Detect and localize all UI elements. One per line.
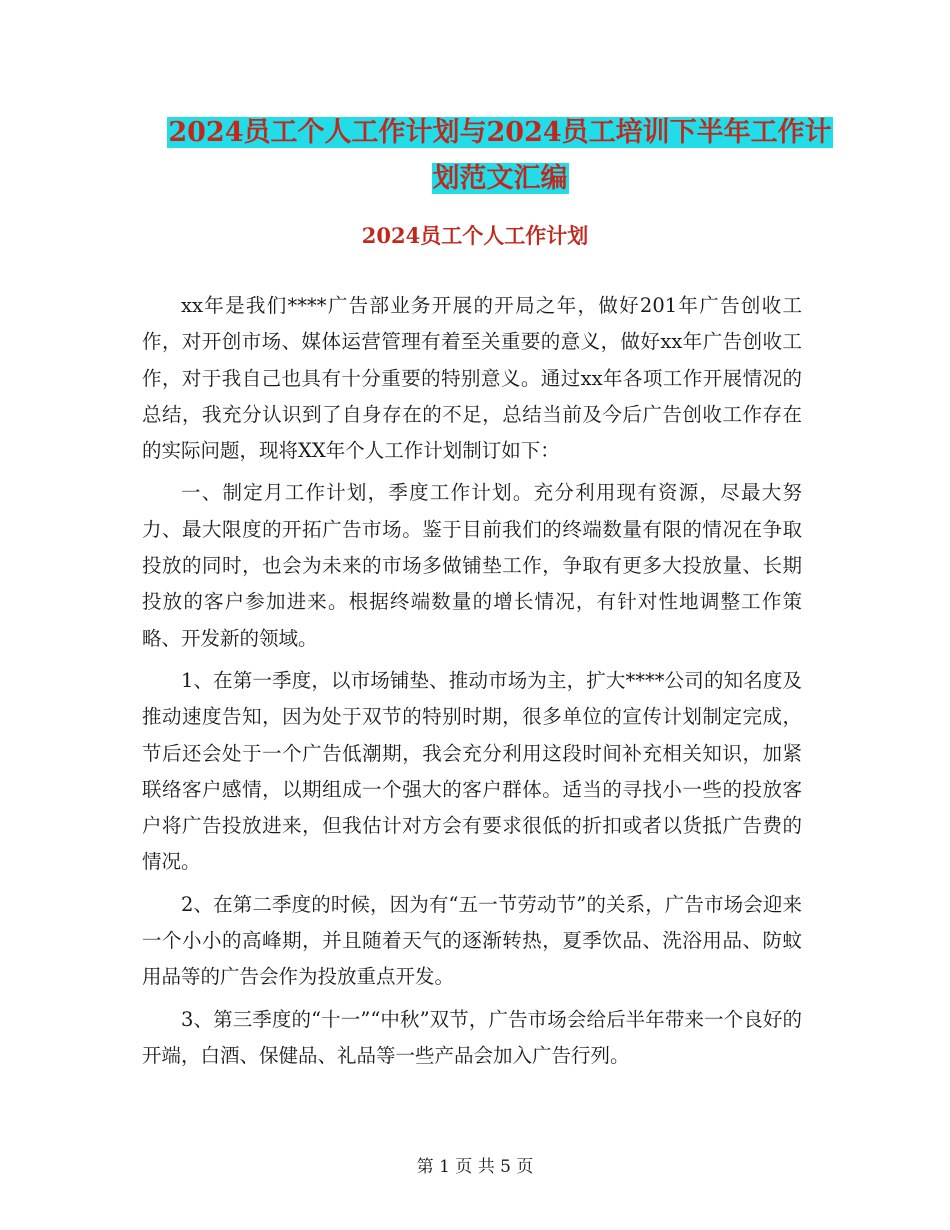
section-title: 2024员工个人工作计划 [361,223,589,248]
document-title-line-2: 划范文汇编 [432,163,568,194]
document-title [150,110,850,202]
paragraph-plan: 一、制定月工作计划，季度工作计划。充分利用现有资源，尽最大努力、最大限度的开拓广告市场。鉴于目前我们的终端数量有限的情况在争取投放的同时，也会为未来的市场多做铺垫工作，争取有更多大投放量、长期投放的客户参加进来。根据终端数量的增长情况，有针对性地调整工作策略、开发新的领域。 [142,481,802,650]
paragraph-q1: 1、在第一季度，以市场铺垫、推动市场为主，扩大****公司的知名度及推动速度告知，因为处于双节的特别时期，很多单位的宣传计划制定完成，节后还会处于一个广告低潮期，我会充分利用这段时间补充相关知识，加紧联络客户感情，以期组成一个强大的客户群体。适当的寻找小一些的投放客户将广告投放进来，但我估计对方会有要求很低的折扣或者以货抵广告费的情况。 [142,668,802,874]
document-body [142,288,802,1080]
paragraph-intro: xx年是我们****广告部业务开展的开局之年，做好201年广告创收工作，对开创市场、媒体运营管理有着至关重要的意义，做好xx年广告创收工作，对于我自己也具有十分重要的特别意义。通过xx年各项工作开展情况的总结，我充分认识到了自身存在的不足，总结当前及今后广告创收工作存在的实际问题，现将XX年个人工作计划制订如下： [142,294,802,463]
paragraph-q2: 2、在第二季度的时候，因为有“五一节劳动节”的关系，广告市场会迎来一个小小的高峰期，并且随着天气的逐渐转热，夏季饮品、洗浴用品、防蚊用品等的广告会作为投放重点开发。 [142,892,802,989]
paragraph-q3: 3、第三季度的“十一”“中秋”双节，广告市场会给后半年带来一个良好的开端，白酒、保健品、礼品等一些产品会加入广告行列。 [142,1007,802,1067]
page-footer: 第 1 页 共 5 页 [416,1157,534,1177]
document-title-line-1: 2024员工个人工作计划与2024员工培训下半年工作计 [168,117,832,148]
